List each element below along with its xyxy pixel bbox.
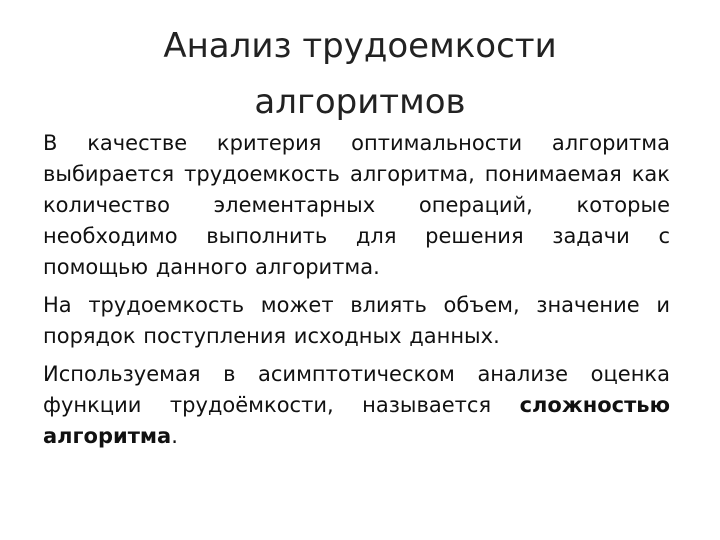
slide-body	[43, 128, 670, 459]
paragraph-criterion: В качестве критерия оптимальности алгоритма выбирается трудоемкость алгоритма, понимаемая как количество элементарных операций, которые необходимо выполнить для решения задачи с помощью данного алгоритма.	[43, 131, 670, 279]
title-line-2: алгоритмов	[254, 82, 466, 122]
paragraph-input-data: На трудоемкость может влиять объем, значение и порядок поступления исходных данных.	[43, 293, 670, 348]
title-line-1: Анализ трудоемкости	[163, 26, 557, 66]
slide-title	[60, 18, 660, 130]
paragraph-complexity	[43, 359, 670, 452]
complexity-text: Используемая в асимптотическом анализе оценка функции трудоёмкости, называется	[43, 362, 670, 417]
complexity-term: сложностью алгоритма	[43, 393, 670, 448]
complexity-period: .	[171, 424, 178, 448]
